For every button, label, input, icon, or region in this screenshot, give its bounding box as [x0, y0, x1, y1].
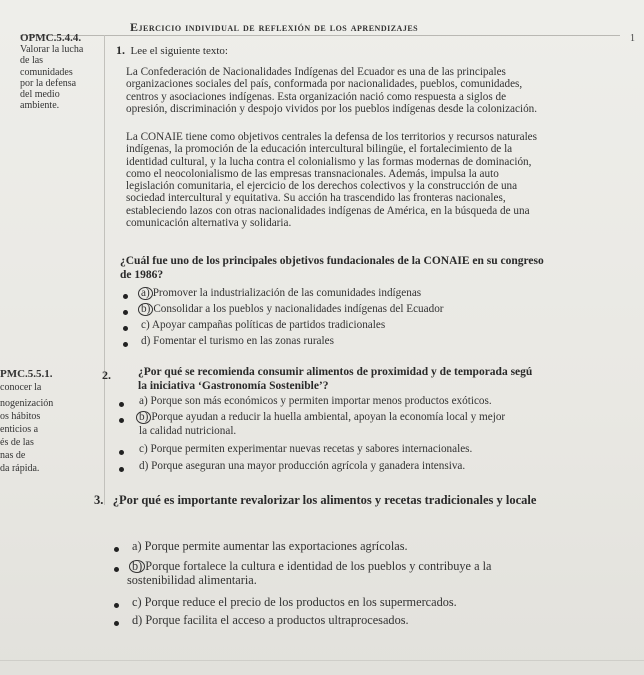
- q1-option-a[interactable]: a) Promover la industrialización de las comunidades indígenas: [141, 287, 421, 300]
- bullet: [119, 402, 124, 407]
- competency-code-1: OPMC.5.4.4.: [20, 32, 82, 44]
- page-number: 1: [630, 33, 635, 44]
- competency-code-2: PMC.5.5.1.: [0, 368, 53, 380]
- instruction: 1. Lee el siguiente texto:: [116, 43, 228, 57]
- header-divider: [20, 35, 620, 36]
- q1-option-b[interactable]: b) Consolidar a los pueblos y nacionalidades indígenas del Ecuador: [141, 303, 444, 316]
- competency-line: ambiente.: [20, 100, 60, 111]
- q3-option-b[interactable]: b) Porque fortalece la cultura e identidad de los pueblos y contribuye a la: [132, 559, 492, 574]
- question-2: ¿Por qué se recomienda consumir alimentos de proximidad y de temporada segú la iniciativa ‘Gastronomía Sostenible’?: [138, 366, 533, 392]
- q2-option-b[interactable]: b) Porque ayudan a reducir la huella ambiental, apoyan la economía local y mejor: [139, 411, 505, 424]
- q3-option-d[interactable]: d) Porque facilita el acceso a productos ultraprocesados.: [132, 613, 409, 627]
- paragraph-2: La CONAIE tiene como objetivos centrales la defensa de los territorios y recursos naturales indígenas, la promoción de la educación intercultural bilingüe, el fortalecimiento de la identidad cultural, y la lucha contra el colonialismo y las formas modernas de dominación, como el neocolonialismo de las empresas transnacionales. Además, impulsa la auto legislación comunitaria, el ejercicio de los derechos colectivos y la construcción de una sociedad intercultural y equitativa. Su acción ha trascendido las fronteras nacionales, estableciendo lazos con otras nacionalidades indígenas de América, en la búsqueda de una comunicación alternativa y solidaria.: [126, 131, 538, 230]
- paragraph-1: La Confederación de Nacionalidades Indígenas del Ecuador es una de las principales organizaciones sociales del país, conformada por nacionalidades, pueblos, comunidades, centros y asociaciones indígenas. Esta organización nació como respuesta a siglos de opresión, discriminación y despojo vividos por los pueblos indígenas desde la colonización.: [126, 66, 538, 115]
- margin-divider: [104, 35, 105, 505]
- competency-line: enticios a: [0, 424, 39, 435]
- bullet: [123, 294, 128, 299]
- bottom-edge: [0, 660, 644, 661]
- competency-line: comunidades: [20, 67, 73, 78]
- competency-line: del medio: [20, 89, 60, 100]
- bullet: [119, 467, 124, 472]
- question-2-number: 2.: [102, 368, 111, 382]
- competency-line: os hábitos: [0, 411, 41, 422]
- bullet: [123, 310, 128, 315]
- q3-option-b-cont: sostenibilidad alimentaria.: [127, 573, 257, 587]
- q2-option-b-cont: la calidad nutricional.: [139, 425, 237, 437]
- competency-line: és de las: [0, 437, 34, 448]
- competency-line: nas de: [0, 450, 26, 461]
- q2-option-c[interactable]: c) Porque permiten experimentar nuevas recetas y sabores internacionales.: [139, 443, 473, 455]
- bullet: [114, 621, 119, 626]
- q1-option-d[interactable]: d) Fomentar el turismo en las zonas rurales: [141, 335, 334, 347]
- question-3: 3. ¿Por qué es importante revalorizar los alimentos y recetas tradicionales y locale: [94, 493, 537, 507]
- q1-option-c[interactable]: c) Apoyar campañas políticas de partidos tradicionales: [141, 319, 386, 331]
- competency-line: Valorar la lucha: [20, 44, 84, 55]
- q3-option-c[interactable]: c) Porque reduce el precio de los productos en los supermercados.: [132, 595, 457, 609]
- competency-line: de las: [20, 55, 44, 66]
- bullet: [114, 567, 119, 572]
- competency-line: por la defensa: [20, 78, 77, 89]
- bullet: [114, 547, 119, 552]
- q2-option-d[interactable]: d) Porque aseguran una mayor producción agrícola y ganadera intensiva.: [139, 460, 466, 472]
- question-1: ¿Cuál fue uno de los principales objetivos fundacionales de la CONAIE en su congreso de 1986?: [120, 255, 544, 281]
- bullet: [119, 450, 124, 455]
- bullet: [123, 326, 128, 331]
- competency-line: da rápida.: [0, 463, 40, 474]
- q2-option-a[interactable]: a) Porque son más económicos y permiten importar menos productos exóticos.: [139, 395, 492, 407]
- bullet: [119, 418, 124, 423]
- section-title: Ejercicio individual de reflexión de los aprendizajes: [130, 20, 419, 34]
- bullet: [123, 342, 128, 347]
- bullet: [114, 603, 119, 608]
- q3-option-a[interactable]: a) Porque permite aumentar las exportaciones agrícolas.: [132, 539, 408, 553]
- competency-line: conocer la: [0, 382, 42, 393]
- competency-line: nogenización: [0, 398, 54, 409]
